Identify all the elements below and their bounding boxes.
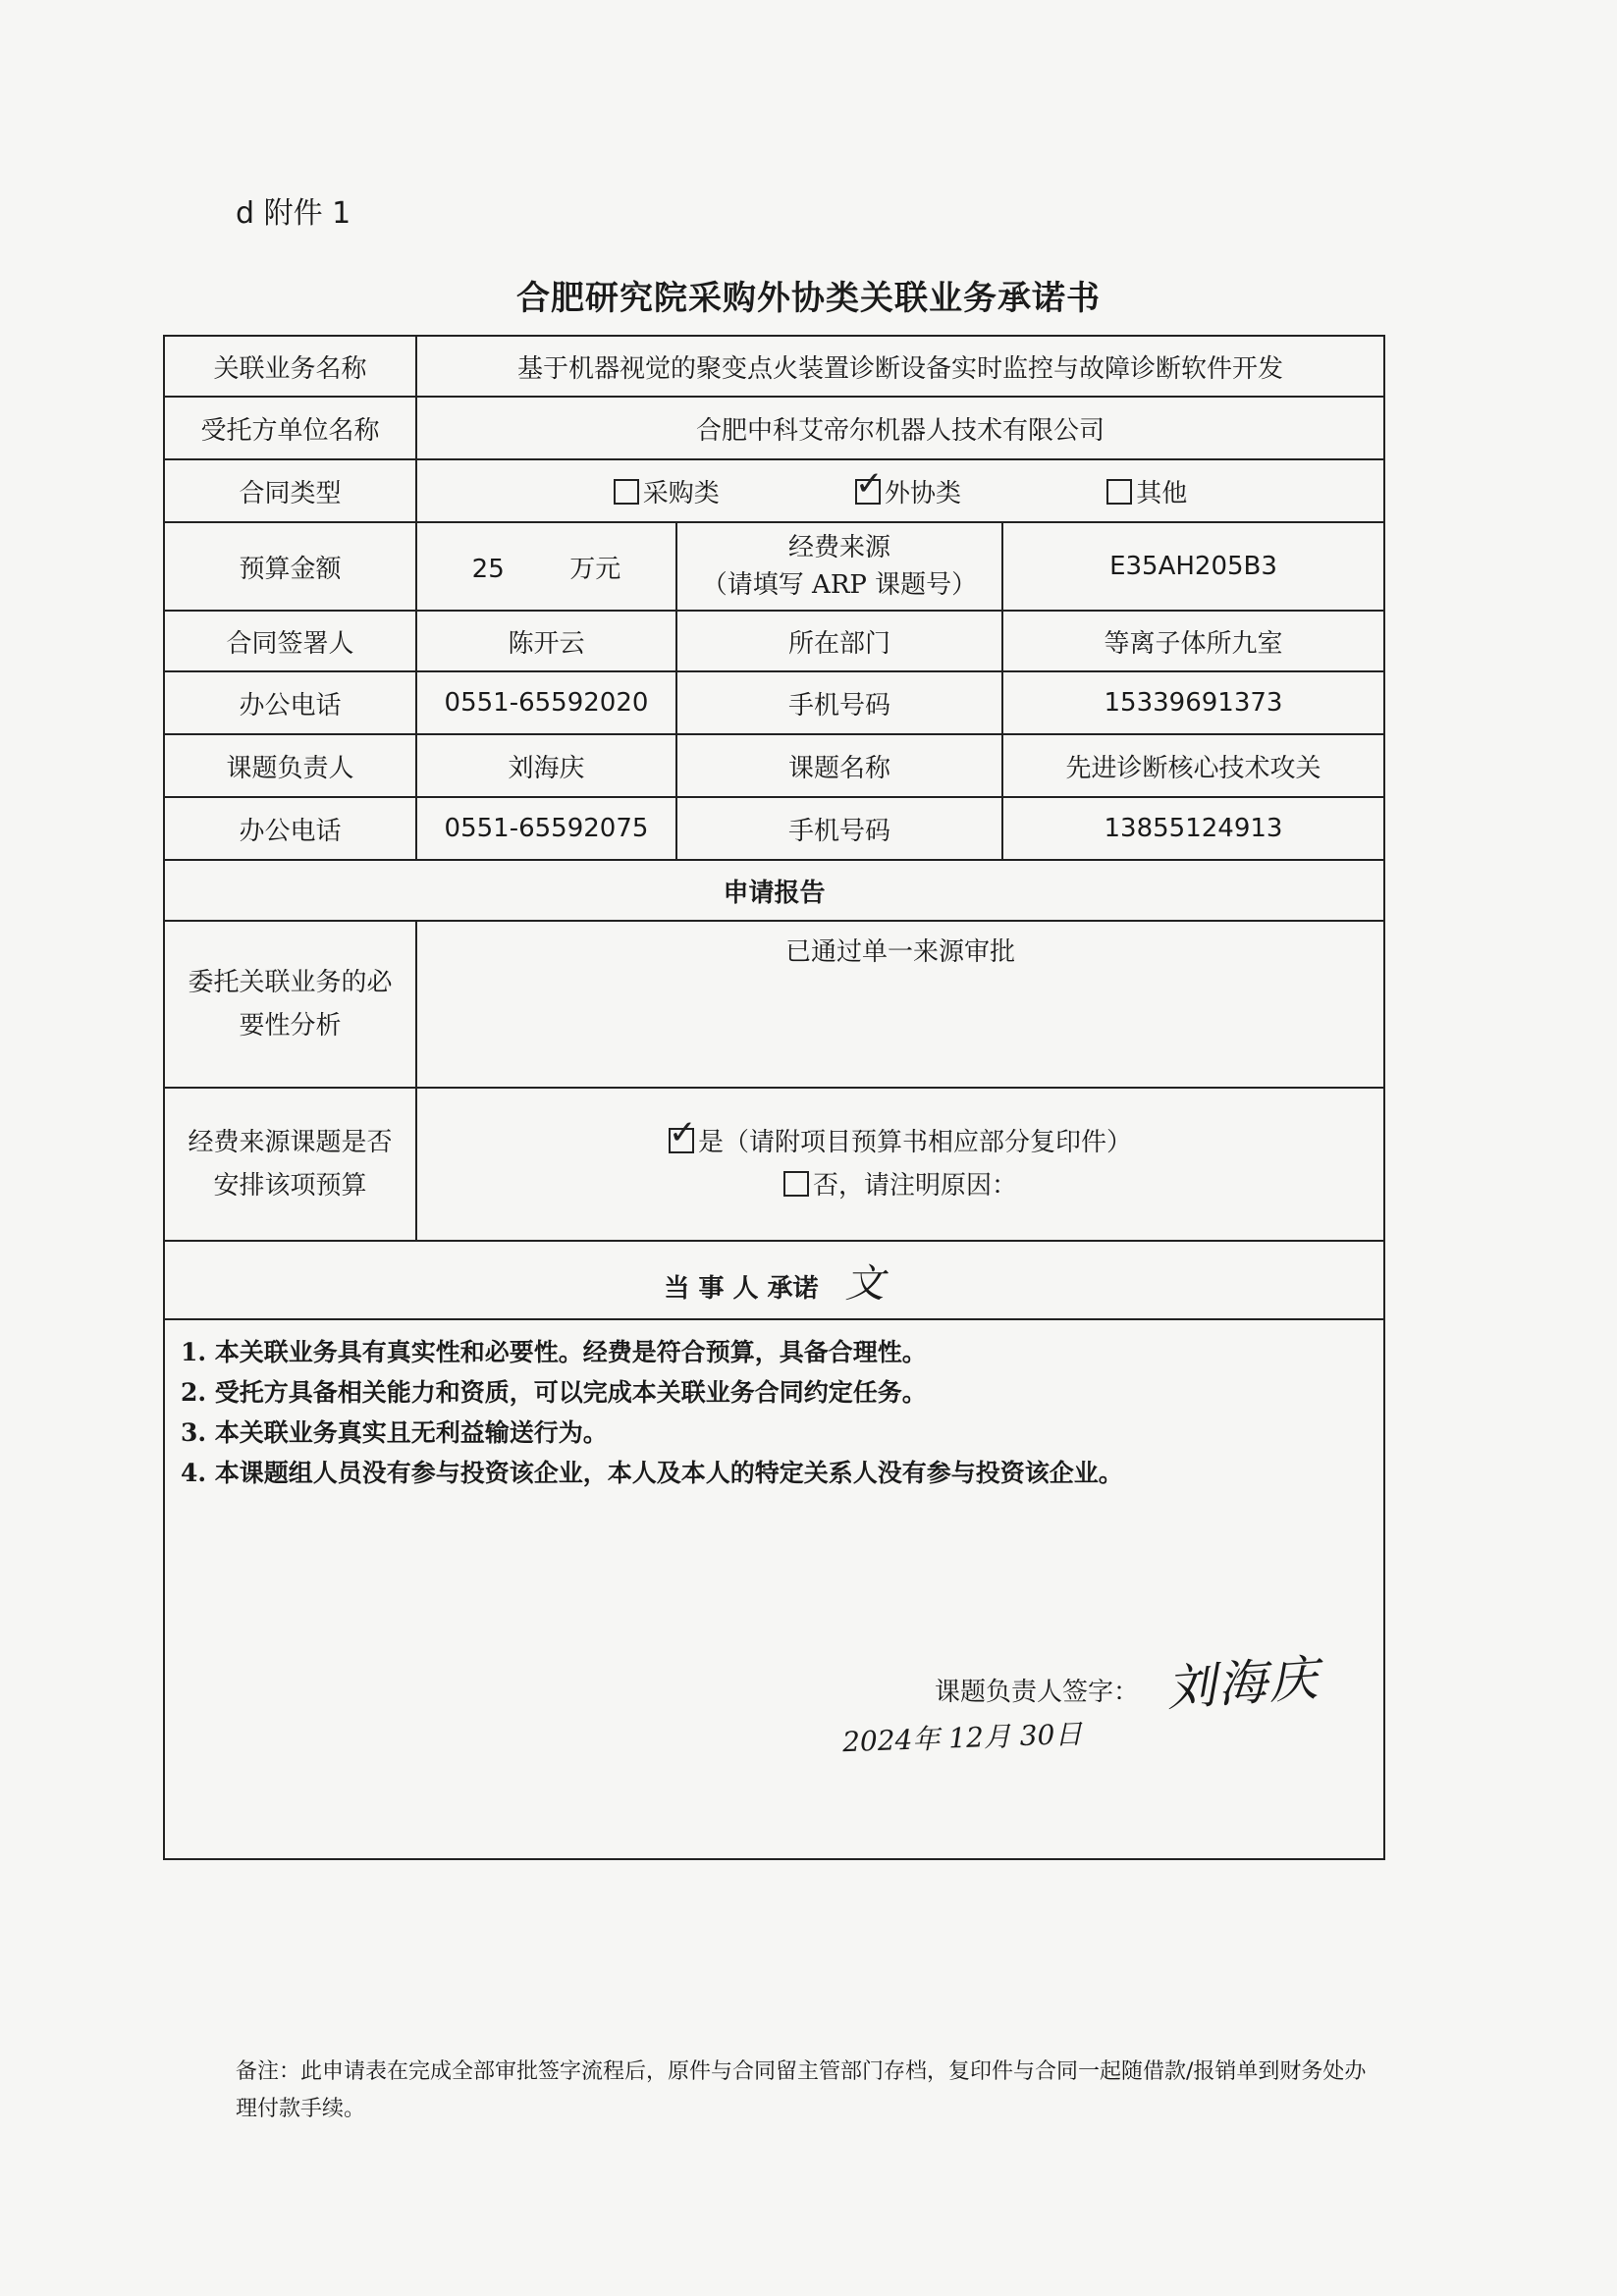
project-leader-label: 课题负责人 — [164, 734, 416, 797]
check-mark-icon: ✓ — [854, 463, 884, 504]
document-title: 合肥研究院采购外协类关联业务承诺书 — [516, 279, 1101, 318]
mobile-label: 手机号码 — [676, 671, 1002, 734]
attachment-label: d 附件 1 — [236, 196, 351, 231]
other-checkbox[interactable] — [1106, 479, 1132, 505]
promise-body — [164, 1319, 1384, 1859]
yes-option-label: 是（请附项目预算书相应部分复印件） — [697, 1128, 1132, 1157]
budget-unit: 万元 — [569, 554, 621, 584]
contract-type-other[interactable] — [1106, 473, 1187, 509]
contract-type-label: 合同类型 — [164, 459, 416, 522]
project-name-label: 课题名称 — [676, 734, 1002, 797]
department-value: 等离子体所九室 — [1002, 611, 1384, 671]
contract-signer-value: 陈开云 — [416, 611, 676, 671]
promise-item: 2. 受托方具备相关能力和资质，可以完成本关联业务合同约定任务。 — [181, 1378, 927, 1407]
project-name-value: 先进诊断核心技术攻关 — [1002, 734, 1384, 797]
promise-section-title: 当 事 人 承诺 — [664, 1273, 819, 1304]
budget-value — [416, 522, 676, 611]
project-leader-value: 刘海庆 — [416, 734, 676, 797]
purchase-checkbox[interactable] — [614, 479, 639, 505]
funding-source-label — [676, 522, 1002, 611]
no-checkbox[interactable] — [783, 1171, 809, 1197]
promise-item: 4. 本课题组人员没有参与投资该企业，本人及本人的特定关系人没有参与投资该企业。 — [181, 1459, 1123, 1487]
budget-label: 预算金额 — [164, 522, 416, 611]
budget-arranged-options — [416, 1088, 1384, 1241]
contract-type-purchase[interactable] — [614, 473, 720, 509]
funding-source-hint: （请填写 ARP 课题号） — [701, 570, 978, 600]
office-phone-value: 0551-65592020 — [416, 671, 676, 734]
signature-name: 刘海庆 — [1164, 1649, 1322, 1718]
necessity-value: 已通过单一来源审批 — [416, 921, 1384, 1088]
footnote: 备注：此申请表在完成全部审批签字流程后，原件与合同留主管部门存档，复印件与合同一起随借款/报销单到财务处办理付款手续。 — [236, 2059, 1367, 2121]
outsourcing-option-label: 外协类 — [884, 478, 961, 508]
business-name-label: 关联业务名称 — [164, 336, 416, 397]
budget-arranged-yes[interactable] — [423, 1113, 1377, 1164]
contract-type-outsourcing[interactable] — [854, 463, 961, 509]
no-option-label: 否，请注明原因： — [812, 1171, 1017, 1201]
check-mark-icon: ✓ — [668, 1113, 697, 1152]
entrusted-party-label: 受托方单位名称 — [164, 397, 416, 459]
promise-section-header — [164, 1241, 1384, 1319]
commitment-form — [163, 335, 1385, 1860]
office-phone-value-2: 0551-65592075 — [416, 797, 676, 860]
office-phone-label-2: 办公电话 — [164, 797, 416, 860]
business-name-value: 基于机器视觉的聚变点火装置诊断设备实时监控与故障诊断软件开发 — [416, 336, 1384, 397]
promise-item: 1. 本关联业务具有真实性和必要性。经费是符合预算，具备合理性。 — [181, 1338, 927, 1366]
signature-label: 课题负责人签字： — [935, 1678, 1140, 1707]
budget-arranged-label: 经费来源课题是否安排该项预算 — [164, 1088, 416, 1241]
funding-source-title: 经费来源 — [787, 533, 890, 562]
mobile-label-2: 手机号码 — [676, 797, 1002, 860]
application-section-title: 申请报告 — [164, 860, 1384, 921]
yes-checkbox[interactable] — [668, 1113, 697, 1153]
initial-mark: 文 — [844, 1260, 885, 1307]
necessity-label: 委托关联业务的必要性分析 — [164, 921, 416, 1088]
funding-source-value: E35AH205B3 — [1002, 522, 1384, 611]
signature-date: 2024年 12月 30日 — [841, 1717, 1083, 1759]
promise-list — [165, 1320, 1383, 1505]
budget-arranged-no[interactable] — [423, 1164, 1377, 1207]
mobile-value: 15339691373 — [1002, 671, 1384, 734]
department-label: 所在部门 — [676, 611, 1002, 671]
entrusted-party-value: 合肥中科艾帝尔机器人技术有限公司 — [416, 397, 1384, 459]
outsourcing-checkbox[interactable] — [854, 463, 884, 505]
purchase-option-label: 采购类 — [642, 478, 720, 508]
mobile-value-2: 13855124913 — [1002, 797, 1384, 860]
other-option-label: 其他 — [1136, 478, 1188, 508]
contract-type-options — [416, 459, 1384, 522]
promise-item: 3. 本关联业务真实且无利益输送行为。 — [181, 1418, 608, 1447]
contract-signer-label: 合同签署人 — [164, 611, 416, 671]
budget-amount: 25 — [471, 554, 505, 584]
office-phone-label: 办公电话 — [164, 671, 416, 734]
